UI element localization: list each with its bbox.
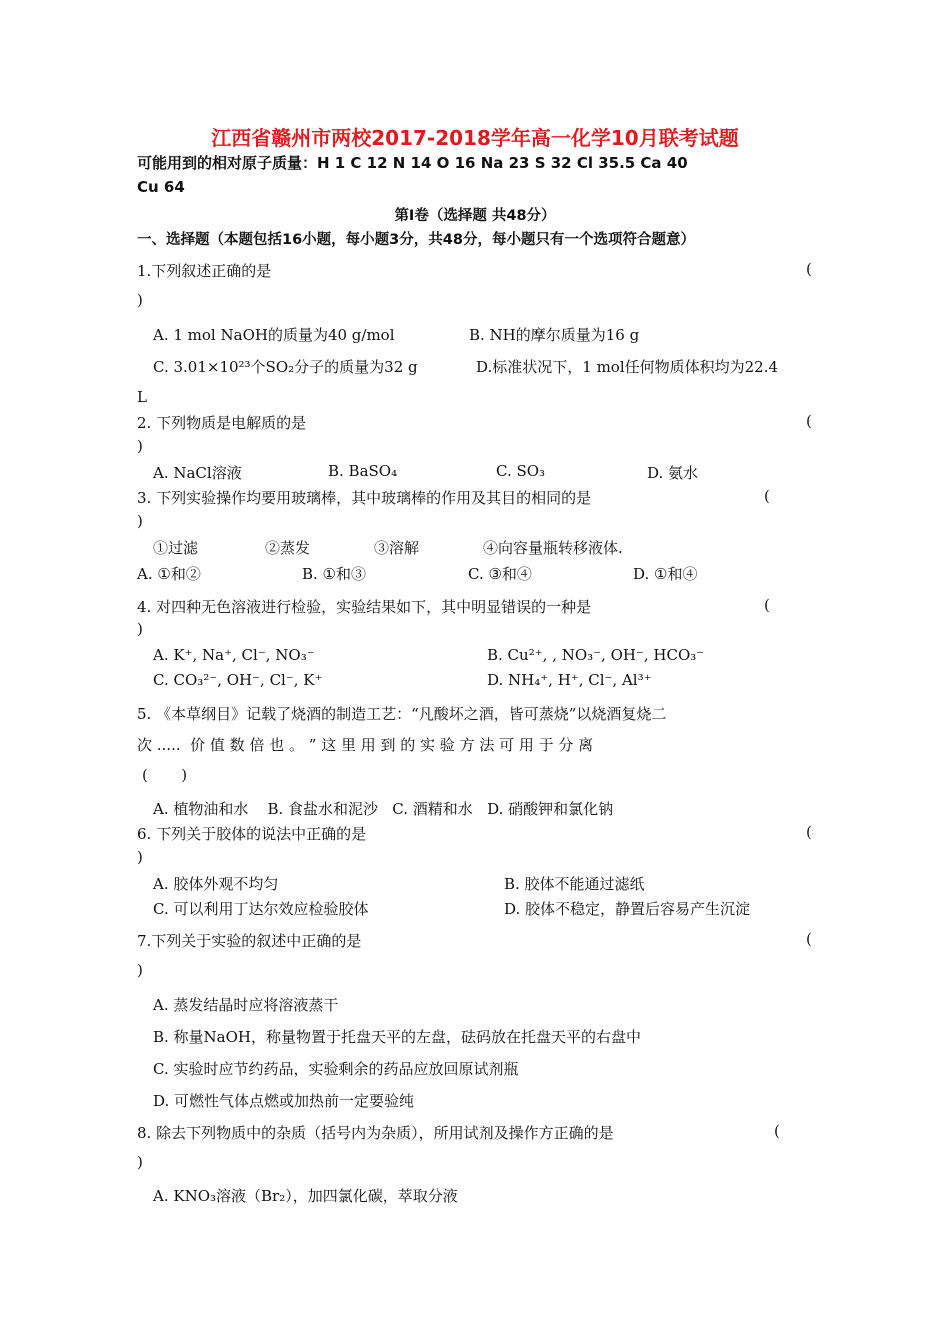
q4-paren-open: ( xyxy=(764,596,770,614)
q8-stem: 8. 除去下列物质中的杂质（括号内为杂质），所用试剂及操作方正确的是 xyxy=(137,1124,614,1142)
q1-option-d-cont: L xyxy=(137,388,147,406)
q8-paren-close: ) xyxy=(137,1153,143,1171)
q7-paren-open: ( xyxy=(806,930,812,948)
q6-option-a: A. 胶体外观不均匀 xyxy=(153,875,279,893)
q3-item-2: ②蒸发 xyxy=(265,539,311,557)
atomic-masses-line1: 可能用到的相对原子质量：H 1 C 12 N 14 O 16 Na 23 S 32 Cl 35.5 Ca 40 xyxy=(137,154,688,172)
q3-option-d: D. ①和④ xyxy=(633,565,698,583)
q2-option-c: C. SO₃ xyxy=(496,462,546,480)
q1-option-b: B. NH的摩尔质量为16 g xyxy=(469,326,640,344)
q8-paren-open: ( xyxy=(774,1122,780,1140)
q6-paren-open: ( xyxy=(806,823,812,841)
q4-option-b: B. Cu²⁺, , NO₃⁻, OH⁻, HCO₃⁻ xyxy=(487,646,705,664)
q4-paren-close: ) xyxy=(137,620,143,638)
q1-stem: 1.下列叙述正确的是 xyxy=(137,262,272,280)
q1-paren-open: ( xyxy=(806,260,812,278)
section-title: 第Ⅰ卷（选择题 共48分） xyxy=(394,208,556,224)
q7-option-d: D. 可燃性气体点燃或加热前一定要验纯 xyxy=(153,1092,415,1110)
q8-option-a: A. KNO₃溶液（Br₂），加四氯化碳，萃取分液 xyxy=(153,1187,458,1205)
q1-paren-close: ) xyxy=(137,291,143,309)
q6-option-d: D. 胶体不稳定，静置后容易产生沉淀 xyxy=(504,900,751,918)
q1-option-d: D.标准状况下，1 mol任何物质体积均为22.4 xyxy=(476,358,779,376)
q3-option-a: A. ①和② xyxy=(137,565,201,583)
q1-option-c: C. 3.01×10²³个SO₂分子的质量为32 g xyxy=(153,358,418,376)
q2-option-a: A. NaCl溶液 xyxy=(153,464,242,482)
q7-option-b: B. 称量NaOH，称量物置于托盘天平的左盘，砝码放在托盘天平的右盘中 xyxy=(153,1028,642,1046)
q3-item-4: ④向容量瓶转移液体. xyxy=(483,539,623,557)
q2-option-b: B. BaSO₄ xyxy=(328,462,398,480)
q6-paren-close: ) xyxy=(137,848,143,866)
q2-option-d: D. 氨水 xyxy=(647,464,699,482)
q3-item-1: ①过滤 xyxy=(153,539,199,557)
q6-option-b: B. 胶体不能通过滤纸 xyxy=(504,875,645,893)
q3-paren-close: ) xyxy=(137,512,143,530)
q4-option-c: C. CO₃²⁻, OH⁻, Cl⁻, K⁺ xyxy=(153,671,323,689)
q4-option-d: D. NH₄⁺, H⁺, Cl⁻, Al³⁺ xyxy=(487,671,652,689)
q7-option-c: C. 实验时应节约药品，实验剩余的药品应放回原试剂瓶 xyxy=(153,1060,519,1078)
q2-paren-open: ( xyxy=(806,412,812,430)
part-heading: 一、选择题（本题包括16小题，每小题3分，共48分，每小题只有一个选项符合题意） xyxy=(137,232,695,248)
q3-paren-open: ( xyxy=(764,487,770,505)
atomic-masses-line2: Cu 64 xyxy=(137,178,185,196)
q5-stem-line2: 次 ..... 价 值 数 倍 也 。 ” 这 里 用 到 的 实 验 方 法 可 用 于 分 离 xyxy=(137,736,594,754)
q6-stem: 6. 下列关于胶体的说法中正确的是 xyxy=(137,825,367,843)
q2-paren-close: ) xyxy=(137,437,143,455)
q3-item-3: ③溶解 xyxy=(374,539,420,557)
q3-option-c: C. ③和④ xyxy=(468,565,532,583)
exam-title: 江西省赣州市两校2017-2018学年高一化学10月联考试题 xyxy=(211,126,739,150)
q7-paren-close: ) xyxy=(137,961,143,979)
q3-stem: 3. 下列实验操作均要用玻璃棒，其中玻璃棒的作用及其目的相同的是 xyxy=(137,489,592,507)
q5-stem: 5. 《本草纲目》记载了烧酒的制造工艺：“凡酸坏之酒，皆可蒸烧”以烧酒复烧二 xyxy=(137,705,667,723)
q4-stem: 4. 对四种无色溶液进行检验，实验结果如下，其中明显错误的一种是 xyxy=(137,598,592,616)
q1-option-a: A. 1 mol NaOH的质量为40 g/mol xyxy=(153,326,395,344)
q7-stem: 7.下列关于实验的叙述中正确的是 xyxy=(137,932,362,950)
q2-stem: 2. 下列物质是电解质的是 xyxy=(137,414,307,432)
q6-option-c: C. 可以利用丁达尔效应检验胶体 xyxy=(153,900,369,918)
q3-option-b: B. ①和③ xyxy=(302,565,367,583)
q5-options: A. 植物油和水 B. 食盐水和泥沙 C. 酒精和水 D. 硝酸钾和氯化钠 xyxy=(153,800,614,818)
q7-option-a: A. 蒸发结晶时应将溶液蒸干 xyxy=(153,996,339,1014)
q4-option-a: A. K⁺, Na⁺, Cl⁻, NO₃⁻ xyxy=(153,646,315,664)
q5-answer-blank: ( ) xyxy=(142,766,188,784)
